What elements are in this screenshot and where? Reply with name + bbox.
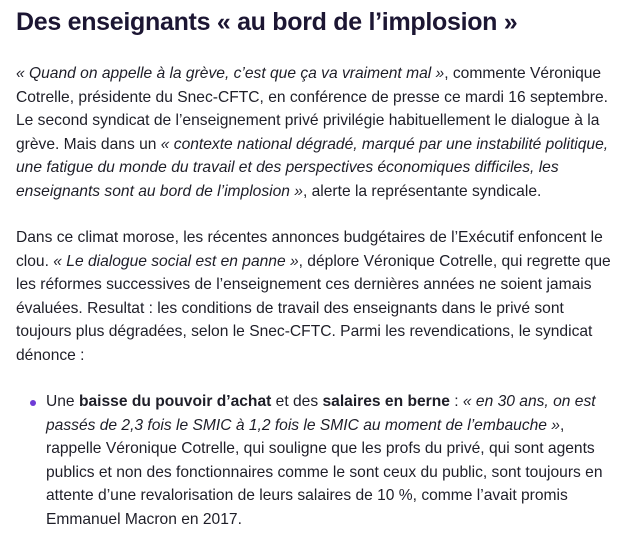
- text: Dans ce climat morose, les récentes annonces budgétaires de l’Exécutif enfoncent le clou.: [16, 229, 603, 270]
- quote-dialogue: « Le dialogue social est en panne »: [53, 252, 299, 270]
- quote-strike: « Quand on appelle à la grève, c’est que ça va vraiment mal »: [16, 65, 445, 82]
- bullet-icon: [30, 400, 36, 406]
- demands-list: [16, 390, 615, 531]
- text: :: [449, 393, 463, 410]
- text: , rappelle Véronique Cotrelle, qui souligne que les profs du privé, qui sont agents publics et non des fonctionnaires comme le sont ceux du public, sont toujours en attente d’une revalorisation de leurs salaires de 10 %, comme l’avait promis Emmanuel Macron en 2017.: [46, 416, 603, 528]
- quote-smic: « en 30 ans, on est passés de 2,3 fois le SMIC à 1,2 fois le SMIC au moment de l’embauche »: [46, 393, 596, 434]
- quote-context: « contexte national dégradé, marqué par une instabilité politique, une fatigue du monde du travail et des perspectives économiques difficiles, les enseignants sont au bord de l’implosion »: [16, 135, 609, 200]
- paragraph-2: [16, 226, 615, 367]
- text: , commente Véronique Cotrelle, présidente du Snec-CFTC, en conférence de presse ce mardi 16 septembre. Le second syndicat de l’enseignement privé privilégie habituellement le dialogue à la grève. Mais dans un: [16, 65, 608, 153]
- section-heading: Des enseignants « au bord de l’implosion »: [16, 8, 518, 36]
- list-item: [46, 390, 615, 531]
- text: et des: [271, 393, 323, 410]
- bold-text: salaires en berne: [322, 393, 450, 410]
- text: , alerte la représentante syndicale.: [302, 182, 542, 200]
- text: Une: [46, 393, 79, 410]
- bold-text: baisse du pouvoir d’achat: [78, 393, 272, 410]
- paragraph-1: [16, 62, 615, 203]
- text: , déplore Véronique Cotrelle, qui regrette que les réformes successives de l’enseignement ces dernières années ne soient jamais évaluées. Resultat : les conditions de travail des enseignants dans le privé sont toujours plus dégradées, selon le Snec-CFTC. Parmi les revendications, le syndicat dénonce :: [16, 252, 611, 364]
